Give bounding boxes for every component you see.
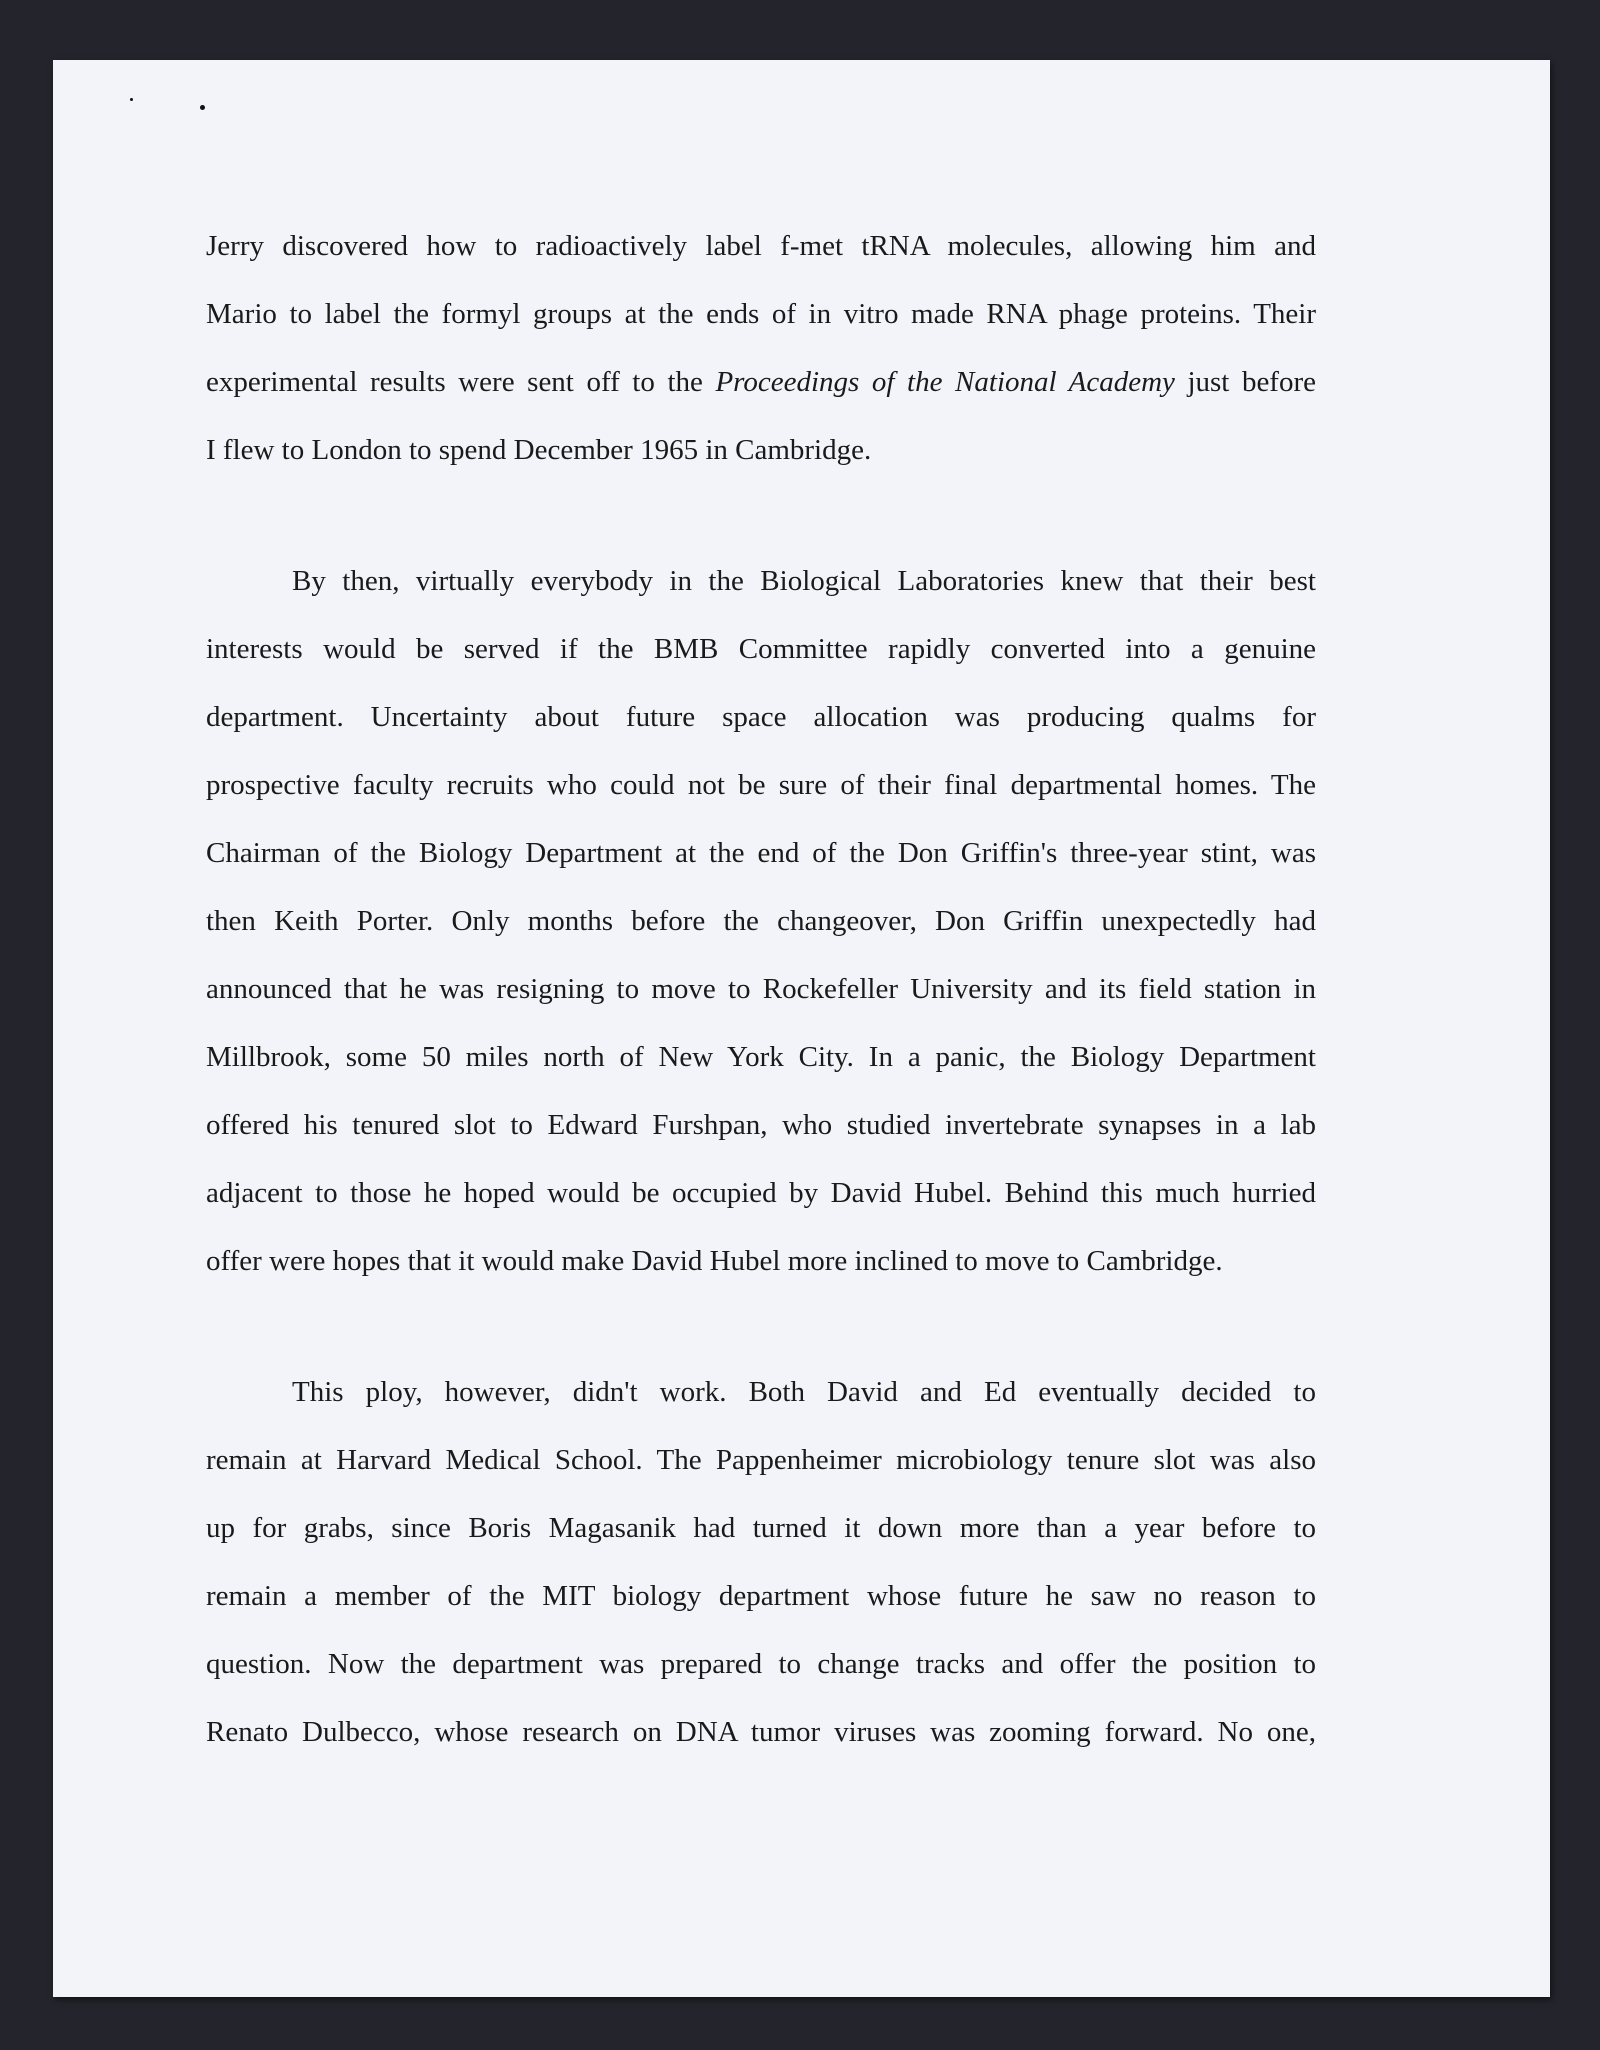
text-line: then Keith Porter. Only months before the changeover, Don Griffin unexpectedly had xyxy=(206,905,1316,937)
text-line: Chairman of the Biology Department at the end of the Don Griffin's three-year stint, was xyxy=(206,837,1316,869)
text-line: question. Now the department was prepared to change tracks and offer the position to xyxy=(206,1648,1316,1680)
text-line: offered his tenured slot to Edward Furshpan, who studied invertebrate synapses in a lab xyxy=(206,1109,1316,1141)
text-line: adjacent to those he hoped would be occupied by David Hubel. Behind this much hurried xyxy=(206,1177,1316,1209)
text-line: offer were hopes that it would make David Hubel more inclined to move to Cambridge. xyxy=(206,1245,1223,1277)
text-line: up for grabs, since Boris Magasanik had turned it down more than a year before to xyxy=(206,1512,1316,1544)
text-line: I flew to London to spend December 1965 in Cambridge. xyxy=(206,434,872,466)
text-line: announced that he was resigning to move to Rockefeller University and its field station in xyxy=(206,973,1316,1005)
text-line: department. Uncertainty about future space allocation was producing qualms for xyxy=(206,701,1316,733)
text-segment: experimental results were sent off to the xyxy=(206,366,716,398)
text-line: Renato Dulbecco, whose research on DNA tumor viruses was zooming forward. No one, xyxy=(206,1716,1316,1748)
page-speck xyxy=(200,105,205,110)
text-line: Millbrook, some 50 miles north of New York City. In a panic, the Biology Department xyxy=(206,1041,1316,1073)
text-line: prospective faculty recruits who could not be sure of their final departmental homes. The xyxy=(206,769,1316,801)
text-line: remain a member of the MIT biology department whose future he saw no reason to xyxy=(206,1580,1316,1612)
text-line: Jerry discovered how to radioactively label f-met tRNA molecules, allowing him and xyxy=(206,230,1316,262)
text-line: remain at Harvard Medical School. The Pappenheimer microbiology tenure slot was also xyxy=(206,1444,1316,1476)
text-line: By then, virtually everybody in the Biological Laboratories knew that their best xyxy=(292,565,1316,597)
text-line: interests would be served if the BMB Committee rapidly converted into a genuine xyxy=(206,633,1316,665)
text-line: This ploy, however, didn't work. Both David and Ed eventually decided to xyxy=(292,1376,1316,1408)
text-line xyxy=(206,348,1316,416)
paragraph-3 xyxy=(206,1358,1316,1766)
journal-title: Proceedings of the National Academy xyxy=(715,366,1175,398)
body-text xyxy=(206,212,1316,1829)
paragraph-2 xyxy=(206,547,1316,1295)
page-speck xyxy=(130,98,133,101)
text-line: Mario to label the formyl groups at the ends of in vitro made RNA phage proteins. Their xyxy=(206,298,1316,330)
text-segment: just before xyxy=(1174,366,1316,398)
paragraph-1 xyxy=(206,212,1316,484)
